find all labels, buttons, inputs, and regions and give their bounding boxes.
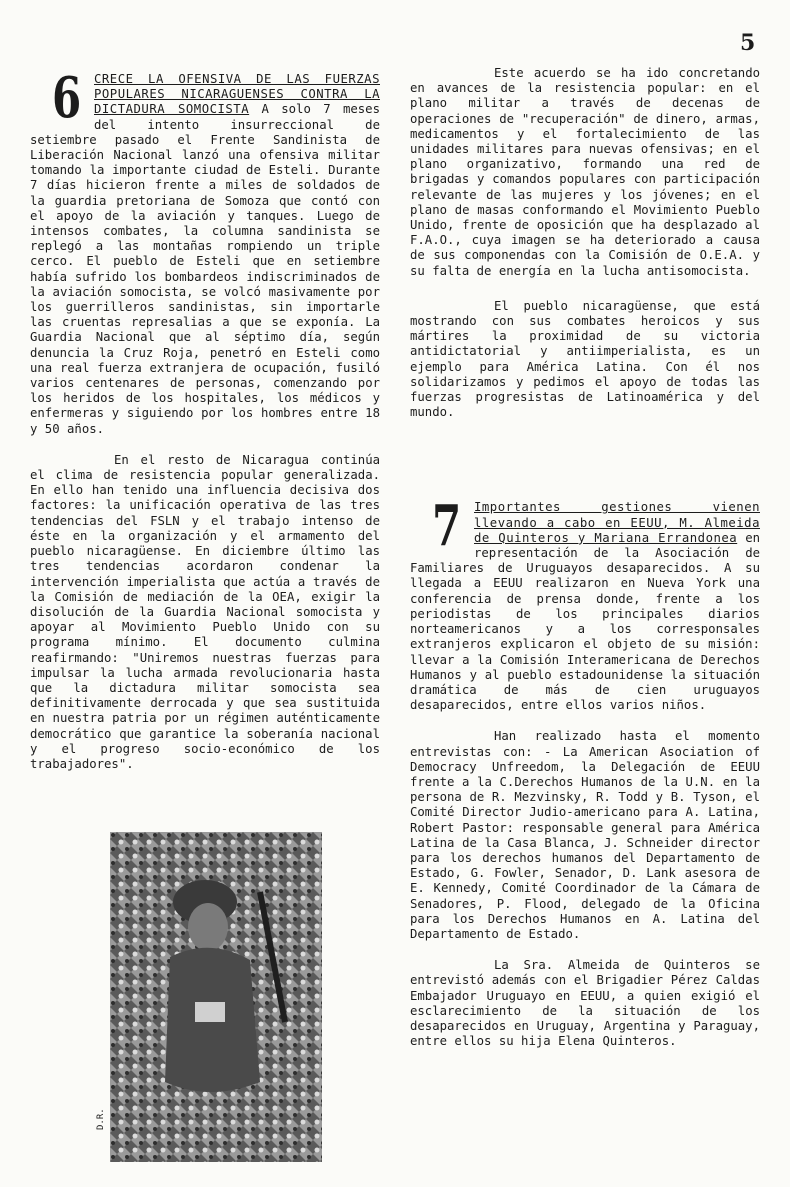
article-6-paragraph-2: En el resto de Nicaragua continúa el clima de resistencia popular generalizada. En ello han tenido una influencia decisiva dos factores: la unificación operativa de las tres tendencias del FSLN y el trabajo intenso de éste en la organización y el armamento del pueblo nicaragüense. En diciembre último las tres tendencias acordaron condenar la intervención imperialista que actúa a través de la Comisión de mediación de la OEA, exigir la disolución de la Guardia Nacional somocista y apoyar al Movimiento Pueblo Unido con su programa mínimo. El documento culmina reafirmando: "Uniremos nuestras fuerzas para impulsar la lucha armada revolucionaria hasta que la dictadura militar somocista sea definitivamente derrocada y que sea sustituida en nuestra patria por un régimen auténticamente democrático que garantice la soberanía nacional y el progreso socio-económico de los trabajadores". xyxy=(30,452,380,771)
right-column xyxy=(410,66,760,1049)
article-7-number: 7 xyxy=(432,493,462,560)
article-6-number: 6 xyxy=(52,65,82,131)
article-6-paragraph-1: A solo 7 meses del intento insurreccional de setiembre pasado el Frente Sandinista de Liberación Nacional lanzó una ofensiva militar tomando la importante ciudad de Esteli. Durante 7 días hicieron frente a miles de soldados de la guardia pretoriana de Somoza que contó con el apoyo de la aviación y tanques. Luego de intensos combates, la columna sandinista se replegó a las montañas rompiendo un triple cerco. El pueblo de Esteli que en setiembre había sufrido los bombardeos indiscriminados de la aviación somocista, se volcó masivamente por los guerrilleros sandinistas, sin importarle las cruentas represalias a que se exponía. La Guardia Nacional que al séptimo día, según denuncia la Cruz Roja, penetró en Esteli como una real fuerza extranjera de ocupación, fusiló varios centenares de personas, comenzando por los heridos de los hospitales, los médicos y enfermeras y siguiendo por los hombres entre 18 y 50 años. xyxy=(30,102,380,436)
article-7-body-1 xyxy=(410,493,760,713)
left-column xyxy=(30,65,380,772)
article-7-paragraph-2: Han realizado hasta el momento entrevistas con: - La American Asociation of Democracy Unfreedom, la Delegación de EEUU frente a la C.Derechos Humanos de la U.N. en la persona de R. Mezvinsky, R. Todd y B. Tyson, el Comité Director Judio-americano para A. Latina, Robert Pastor: responsable general para América Latina de la Casa Blanca, J. Schneider director para los derechos humanos del Departamento de Estado, G. Fowler, Senador, D. Lank asesora de E. Kennedy, Comité Coordinador de la Cámara de Senadores, P. Flood, delegado de la Oficina para los Derechos Humanos en A. Latina del Departamento de Estado. xyxy=(410,729,760,941)
article-6-paragraph-3: Este acuerdo se ha ido concretando en avances de la resistencia popular: en el plano militar a través de decenas de operaciones de "recuperación" de dinero, armas, medicamentos y el fortalecimiento de las unidades militares para nuevas ofensivas; en el plano organizativo, formando una red de brigadas y comandos populares con participación relevante de las mujeres y los jóvenes; en el plano de masas conformando el Movimiento Pueblo Unido, frente de oposición que ha desplazado al F.A.O., cuya imagen se ha deteriorado a causa de sus componendas con la Comisión de O.E.A. y su falta de energía en la lucha antisomocista. xyxy=(410,66,760,278)
article-6-body-1 xyxy=(30,65,380,437)
article-6-heading: CRECE LA OFENSIVA DE LAS FUERZAS POPULARES NICARAGUENSES CONTRA LA DICTADURA SOMOCISTA xyxy=(94,72,380,117)
article-7-paragraph-3: La Sra. Almeida de Quinteros se entrevistó además con el Brigadier Pérez Caldas Embajador Uruguayo en EEUU, a quien exigió el esclarecimiento de la situación de los desaparecidos en Uruguay, Argentina y Paraguay, entre ellos su hija Elena Quinteros. xyxy=(410,958,760,1049)
guerrilla-photo xyxy=(110,832,322,1162)
photo-credit: D.R. xyxy=(96,1108,106,1130)
article-7-paragraph-1: en representación de la Asociación de Familiares de Uruguayos desaparecidos. A su llegada a EEUU realizaron en Nueva York una conferencia de prensa donde, frente a los periodistas de los principales diarios norteamericanos y a los corresponsales extranjeros explicaron el objeto de su misión: llevar a la Comisión Interamericana de Derechos Humanos y al pueblo estadounidense la situación dramática de más de cien uruguayos desaparecidos, entre ellos varios niños. xyxy=(410,530,760,713)
page-number: 5 xyxy=(740,30,756,56)
article-6-paragraph-4: El pueblo nicaragüense, que está mostrando con sus combates heroicos y sus mártires la proximidad de su victoria antidictatorial y antiimperialista, es un ejemplo para América Latina. Con él nos solidarizamos y pedimos el apoyo de todas las fuerzas progresistas de Latinoamérica y del mundo. xyxy=(410,298,760,420)
article-7-heading: Importantes gestiones vienen llevando a cabo en EEUU, M. Almeida de Quinteros y Mariana Errandonea xyxy=(474,500,760,545)
